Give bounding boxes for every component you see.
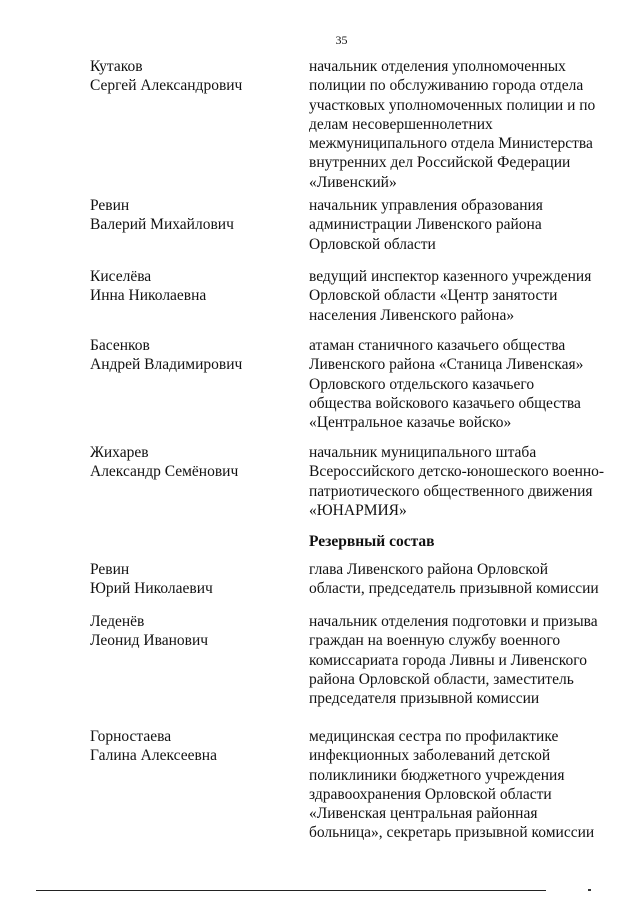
- position-line: администрации Ливенского района: [309, 216, 542, 234]
- member-surname: Ревин: [90, 561, 130, 578]
- position-line: граждан на военную службу военного: [309, 632, 561, 650]
- member-surname: Жихарев: [90, 444, 149, 461]
- position-line: начальник муниципального штаба: [309, 444, 537, 461]
- member-name: [90, 57, 290, 96]
- position-line: «Ливенская центральная районная: [309, 805, 538, 823]
- member-given-names: Леонид Иванович: [90, 632, 209, 650]
- position-line: района Орловской области, заместитель: [309, 670, 574, 688]
- position-line: Ливенского района «Станица Ливенская»: [309, 356, 584, 374]
- position-line: медицинская сестра по профилактике: [309, 728, 559, 745]
- member-name: [90, 267, 290, 306]
- position-line: глава Ливенского района Орловской: [309, 561, 549, 578]
- member-position: [309, 336, 609, 432]
- position-line: Орловского отдельского казачьего: [309, 375, 535, 393]
- member-given-names: Юрий Николаевич: [90, 580, 213, 598]
- position-line: начальник управления образования: [309, 197, 543, 214]
- member-position: [309, 727, 609, 843]
- position-line: ведущий инспектор казенного учреждения: [309, 268, 592, 285]
- member-name: [90, 443, 290, 482]
- position-line: межмуниципального отдела Министерства: [309, 135, 593, 153]
- member-position: [309, 560, 609, 599]
- member-position: [309, 196, 609, 254]
- position-line: делам несовершеннолетних: [309, 115, 493, 133]
- page-number: 35: [335, 33, 348, 47]
- position-line: Орловской области: [309, 235, 436, 253]
- member-surname: Басенков: [90, 337, 150, 354]
- position-line: патриотического общественного движения: [309, 482, 593, 500]
- member-given-names: Сергей Александрович: [90, 77, 243, 95]
- position-line: общества войскового казачьего общества: [309, 394, 581, 412]
- member-surname: Леденёв: [90, 613, 145, 630]
- member-surname: Кутаков: [90, 58, 143, 75]
- footer-rule: [36, 890, 546, 891]
- member-name: [90, 612, 290, 651]
- member-position: [309, 267, 609, 325]
- position-line: «ЮНАРМИЯ»: [309, 501, 407, 519]
- position-line: полиции по обслуживанию города отдела: [309, 77, 584, 95]
- member-name: [90, 727, 290, 766]
- position-line: населения Ливенского района»: [309, 306, 515, 324]
- footer-mark: [588, 889, 591, 891]
- position-line: начальник отделения уполномоченных: [309, 58, 566, 75]
- position-line: внутренних дел Российской Федерации: [309, 154, 571, 172]
- position-line: атаман станичного казачьего общества: [309, 337, 566, 354]
- position-line: инфекционных заболеваний детской: [309, 747, 551, 765]
- member-position: [309, 443, 609, 520]
- member-given-names: Инна Николаевна: [90, 287, 207, 305]
- position-line: председателя призывной комиссии: [309, 690, 540, 708]
- position-line: Всероссийского детско-юношеского военно-: [309, 463, 605, 481]
- member-name: [90, 196, 290, 235]
- member-given-names: Галина Алексеевна: [90, 747, 217, 765]
- position-line: Орловской области «Центр занятости: [309, 287, 558, 305]
- member-surname: Киселёва: [90, 268, 152, 285]
- position-line: комиссариата города Ливны и Ливенского: [309, 651, 587, 669]
- position-line: поликлиники бюджетного учреждения: [309, 766, 565, 784]
- reserve-section-heading: Резервный состав: [309, 533, 435, 550]
- member-given-names: Александр Семёнович: [90, 463, 239, 481]
- member-name: [90, 560, 290, 599]
- member-given-names: Валерий Михайлович: [90, 216, 234, 234]
- position-line: начальник отделения подготовки и призыва: [309, 613, 598, 630]
- position-line: участковых уполномоченных полиции и по: [309, 96, 596, 114]
- member-given-names: Андрей Владимирович: [90, 356, 243, 374]
- member-position: [309, 612, 609, 708]
- position-line: области, председатель призывной комиссии: [309, 580, 599, 598]
- member-position: [309, 57, 609, 192]
- position-line: больница», секретарь призывной комиссии: [309, 824, 595, 842]
- position-line: «Центральное казачье войско»: [309, 414, 512, 432]
- position-line: «Ливенский»: [309, 173, 397, 191]
- position-line: здравоохранения Орловской области: [309, 785, 552, 803]
- member-surname: Ревин: [90, 197, 130, 214]
- member-name: [90, 336, 290, 375]
- member-surname: Горностаева: [90, 728, 172, 745]
